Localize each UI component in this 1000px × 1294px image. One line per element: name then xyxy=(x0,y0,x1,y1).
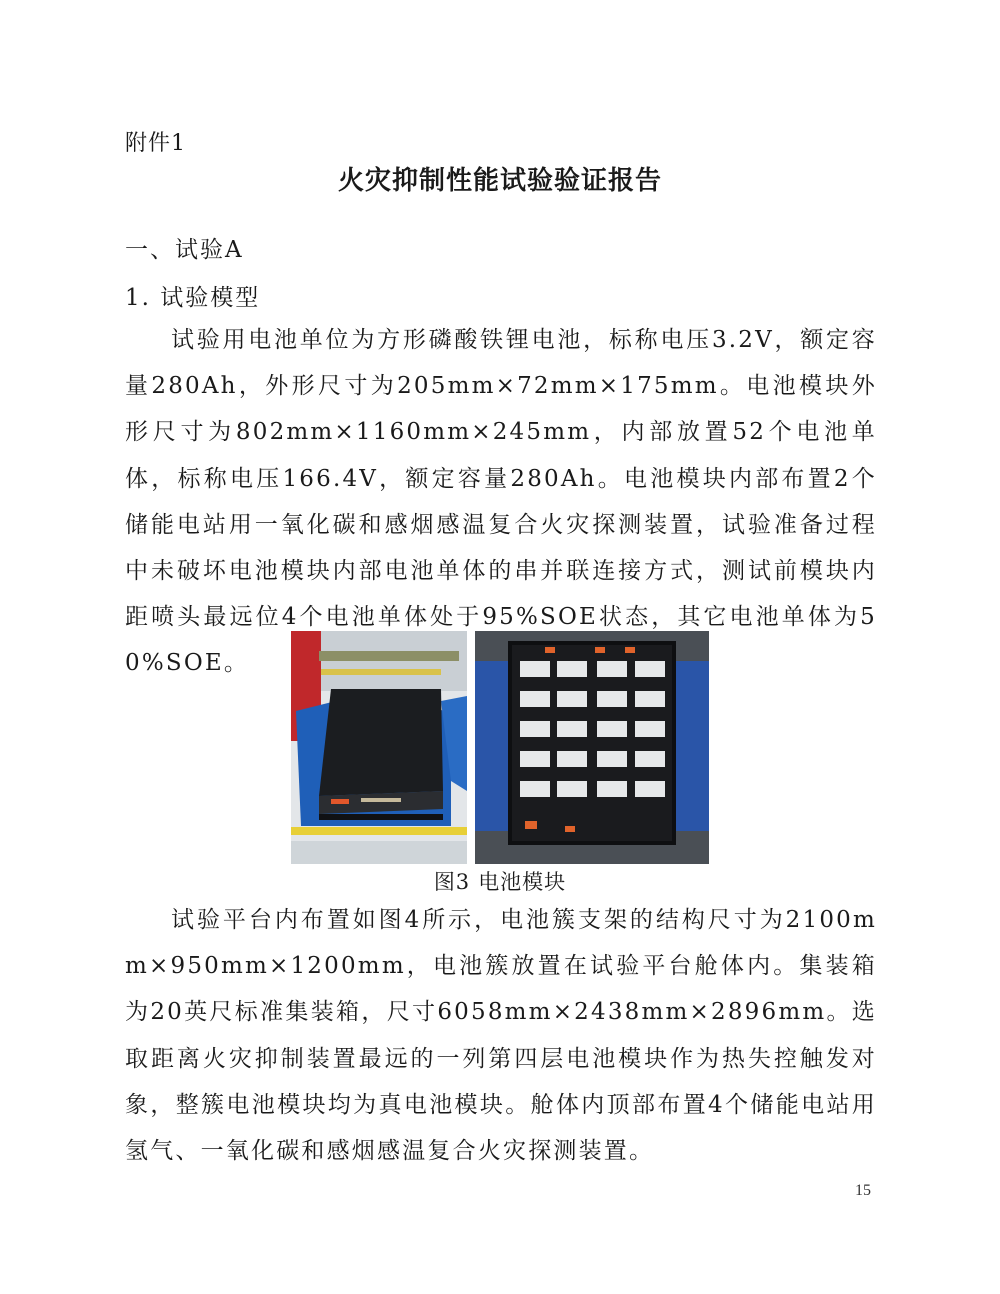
section-heading: 一、试验A xyxy=(125,237,244,263)
battery-module-photo-closed xyxy=(291,631,467,864)
figure-caption xyxy=(0,866,1000,896)
subsection-heading: 1. 试验模型 xyxy=(125,285,261,311)
figure-label: 图3 xyxy=(433,870,471,894)
report-title: 火灾抑制性能试验验证报告 xyxy=(337,166,662,196)
annex-label: 附件1 xyxy=(125,131,186,156)
battery-module-photo-open xyxy=(475,631,709,864)
page-number: 15 xyxy=(855,1182,871,1199)
figure-caption-text: 电池模块 xyxy=(478,870,567,894)
paragraph-test-model: 试验用电池单位为方形磷酸铁锂电池，标称电压3.2V，额定容量280Ah，外形尺寸为205mm×72mm×175mm。电池模块外形尺寸为802mm×1160mm×245mm，内部放置52个电池单体，标称电压166.4V，额定容量280Ah。电池模块内部布置2个储能电站用一氧化碳和感烟感温复合火灾探测装置，试验准备过程中未破坏电池模块内部电池单体的串并联连接方式，测试前模块内距喷头最远位4个电池单体处于95%SOE状态，其它电池单体为50%SOE。 xyxy=(125,327,877,677)
paragraph-test-platform: 试验平台内布置如图4所示，电池簇支架的结构尺寸为2100mm×950mm×1200mm，电池簇放置在试验平台舱体内。集装箱为20英尺标准集装箱，尺寸6058mm×2438mm×2896mm。选取距离火灾抑制装置最远的一列第四层电池模块作为热失控触发对象，整簇电池模块均为真电池模块。舱体内顶部布置4个储能电站用氢气、一氧化碳和感烟感温复合火灾探测装置。 xyxy=(125,907,877,1165)
figure-battery-module xyxy=(291,631,709,864)
